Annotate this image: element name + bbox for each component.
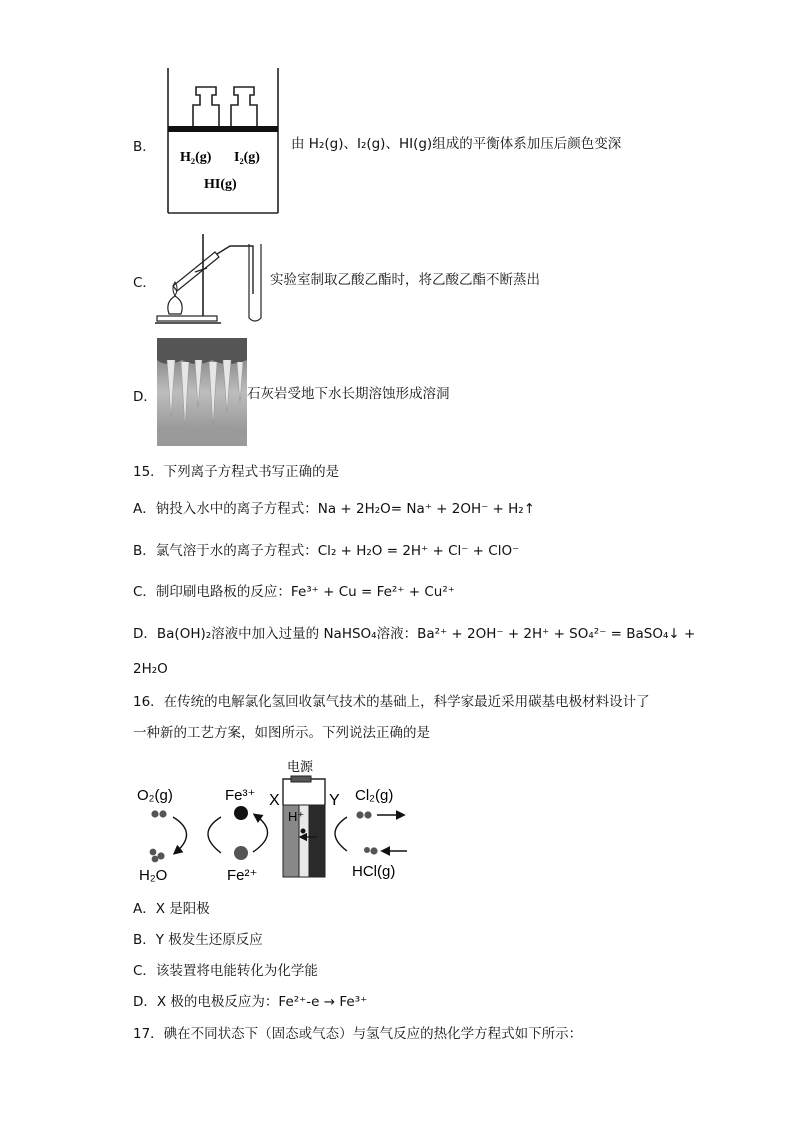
q16-option-a: A．X 是阳极 xyxy=(133,901,210,917)
i2-label: I₂(g) xyxy=(234,150,260,165)
q16-option-d: D．X 极的电极反应为：Fe²⁺-e → Fe³⁺ xyxy=(133,994,368,1010)
hi-label: HI(g) xyxy=(204,177,237,192)
fe3-label: Fe³⁺ xyxy=(225,787,256,804)
option-b-letter: B． xyxy=(133,139,156,155)
esterification-apparatus-figure xyxy=(155,232,270,326)
option-c-letter: C． xyxy=(133,275,156,291)
option-d-text: 石灰岩受地下水长期溶蚀形成溶洞 xyxy=(247,386,450,402)
limestone-cave-photo xyxy=(157,338,247,446)
hcl-label: HCl(g) xyxy=(352,863,396,880)
q15-option-c: C．制印刷电路板的反应：Fe³⁺ + Cu = Fe²⁺ + Cu²⁺ xyxy=(133,584,455,600)
q17-stem: 17．碘在不同状态下（固态或气态）与氢气反应的热化学方程式如下所示： xyxy=(133,1026,583,1042)
option-d-letter: D． xyxy=(133,389,157,405)
q15-option-b: B．氯气溶于水的离子方程式：Cl₂ + H₂O = 2H⁺ + Cl⁻ + ClO⁻ xyxy=(133,543,520,559)
electrode-x-label: X xyxy=(269,792,280,809)
option-c-text: 实验室制取乙酸乙酯时，将乙酸乙酯不断蒸出 xyxy=(270,272,540,288)
electrode-y-label: Y xyxy=(329,792,340,809)
option-b-text: 由 H₂(g)、I₂(g)、HI(g)组成的平衡体系加压后颜色变深 xyxy=(291,136,622,152)
q16-stem-line2: 一种新的工艺方案，如图所示。下列说法正确的是 xyxy=(133,725,430,741)
q15-option-d-line2: 2H₂O xyxy=(133,661,168,677)
power-source-label: 电源 xyxy=(287,759,314,774)
o2-label: O₂(g) xyxy=(137,787,173,804)
pressure-container-figure xyxy=(160,68,285,216)
q15-option-a: A．钠投入水中的离子方程式：Na + 2H₂O= Na⁺ + 2OH⁻ + H₂↑ xyxy=(133,501,536,517)
q16-option-b: B．Y 极发生还原反应 xyxy=(133,932,263,948)
electrolysis-diagram xyxy=(133,755,418,890)
h-plus-label: H⁺ xyxy=(288,809,305,824)
q16-stem-line1: 16．在传统的电解氯化氢回收氯气技术的基础上，科学家最近采用碳基电极材料设计了 xyxy=(133,694,650,710)
q16-option-c: C．该装置将电能转化为化学能 xyxy=(133,963,318,979)
h2o-label: H₂O xyxy=(139,867,168,884)
q15-option-d-line1: D．Ba(OH)₂溶液中加入过量的 NaHSO₄溶液：Ba²⁺ + 2OH⁻ + 2H⁺ + SO₄²⁻ = BaSO₄↓ + xyxy=(133,626,696,642)
q15-stem: 15．下列离子方程式书写正确的是 xyxy=(133,464,340,480)
fe2-label: Fe²⁺ xyxy=(227,867,258,884)
h2-label: H₂(g) xyxy=(180,150,212,165)
cl2-label: Cl₂(g) xyxy=(355,787,394,804)
